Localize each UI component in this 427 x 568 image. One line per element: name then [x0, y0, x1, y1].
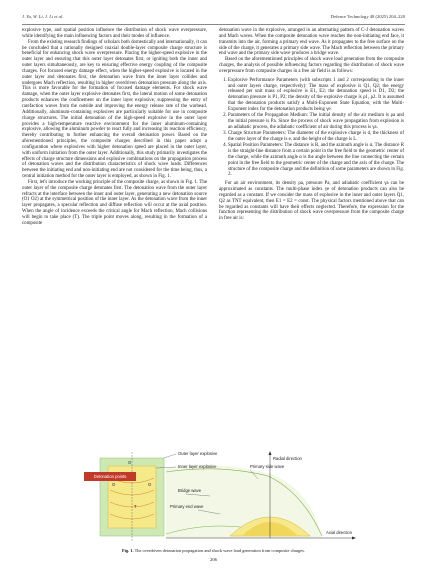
left-paragraph-3: First, let's introduce the working principle of the composite charge, as shown in Fig. 1. The outer layer of the composite charge detonates first. The detonation wave from the outer layer refracts at the interface between the inner and outer layer, generating a new detonation source (O1 O2) at the symmetrical position of the inner layer. As the detonation wave from the inner layer propagates, a specular reflection and diffuse reflection will occur at the axial position. When the angle of incidence exceeds the critical angle for Mach reflection, Mach collisions will begin to take place (T). The triple point moves along, resulting in the formation of a composite: [22, 179, 207, 226]
right-paragraph-3: For an air environment, its density ρa, pressure Pa, and adiabatic coefficient γa can be approximated as constants. The multi-phase index γe of detonation products can also be regarded as a constant. If we consider the mass of explosive in the inner and outer layers Q1, Q2 as TNT equivalent, then E1 = E2 = const. The physical factors mentioned above that can be regarded as constants will have their effects neglected. Therefore, the expression for the function representing the distribution of shock wave overpressure from the composite charge in free air is:: [219, 181, 404, 222]
leader-outer-layer: [164, 454, 176, 458]
left-paragraph-2: From the existing research findings of scholars both domestically and internationally, it can be concluded that a rationally designed coaxial double-layer composite charge structure is beneficial for enhancing shock wave overpressure. Placing the higher-speed explosive in the outer layer and ensuring that this outer layer detonates first, or igniting both the inner and outer layers simultaneously, are key to ensuring effective energy coupling of the composite charges. For focused energy damage effect, when the higher-speed explosive is located in the outer layer and detonates first, the detonation wave from the inner layer collides and undergoes Mach reflection, resulting in higher overdriven detonation pressure along the axis. This is more favorable for the formation of focused damage elements. For shock wave damage, when the outer layer explosive detonates first, the lateral motion of some detonation products enhances the confinement on the inner layer explosive, suppressing the entry of rarefaction waves from the outside and improving the energy release rate of the warhead. Additionally, aluminum-containing explosives are particularly suitable for use in composite charge structures. The initial detonation of the high-speed explosive in the outer layer provides a high-temperature reactive environment for the inner aluminum-containing explosive, allowing the aluminum powder to react fully and increasing its reaction efficiency, thereby contributing to further enhancing the overall detonation power. Based on the aforementioned principles, the composite charges described in this paper adopt a configuration where explosives with higher detonation speed are placed in the outer layer, with uniform initiation from the outer layer. Additionally, this study primarily investigates the effects of charge structure dimensions and explosive combinations on the propagation process of detonation waves and the distribution characteristics of shock wave loads. Differences between the initiating end and non-initiating end are not considered for the time being, thus, a central initiation method for the outer layer is employed, as shown in Fig. 1.: [22, 39, 207, 180]
header-authors: J. Yu, W. Li, J. Li et al.: [22, 14, 64, 19]
factor-list: [219, 78, 404, 179]
symbol-o: O: [128, 460, 132, 465]
primary-side-wave-label: Primary side wave: [250, 464, 285, 469]
radial-arrowhead: [269, 451, 272, 455]
header-rule: [22, 24, 405, 25]
factor-list-item: 3. Charge Structure Parameters: The diameter of the explosive charge is d, the thickness of the outer layer of the charge is e, and the height of the charge is L.: [228, 131, 404, 143]
factor-list-item: 1. Explosive Performance Parameters (with subscripts 1 and 2 corresponding to the inner and outer layers charge, respectively): The mass of explosive is Q1, Q2; the energy released per unit mass of explosive is E1, E2; the detonation speed is D1, D2; the detonation pressure is P1, P2; the density of the explosive charge is ρ1, ρ2. It is assumed that the detonation products satisfy a Multi-Exponent State Equation, with the Multi-Exponent index for the detonation products being γe.: [228, 78, 404, 113]
symbol-o2: O: [148, 482, 152, 487]
bridge-wave-label: Bridge wave: [178, 488, 202, 493]
radial-direction-label: Radial direction: [273, 456, 302, 461]
outer-layer-label: Outer layer explosive: [178, 451, 218, 456]
page-header: [22, 14, 405, 22]
page-number: 206: [210, 557, 217, 562]
figure-1-diagram: [70, 448, 370, 546]
detonation-points-label: Detonation points: [93, 474, 127, 479]
right-paragraph-1: detonation wave in the explosive, arranged in an alternating pattern of C-J detonation waves and Mach waves. When the composite detonation wave reaches the non-initiating end face, it transmits into the air, forming a primary end wave. As it propagates to the free surface on the side of the charge, it generates a primary side wave. The Mach reflection between the primary end wave and the primary side wave produces a bridge wave.: [219, 28, 404, 57]
primary-end-wave-label: Primary end wave: [170, 504, 204, 509]
figure-caption: [22, 548, 405, 553]
header-journal: Defence Technology 48 (2025) 204–220: [330, 14, 405, 19]
factor-list-item: 2. Parameters of the Propagation Medium: The initial density of the air medium is ρa and the initial pressure is Pa. Since the process of shock wave propagation from explosion is an adiabatic process, the adiabatic coefficient of air during this process is γa.: [228, 113, 404, 131]
right-column: [219, 28, 404, 446]
right-paragraph-2: Based on the aforementioned principles of shock wave load generation from the composite charges, the analysis of possible influencing factors regarding the distribution of shock wave overpressure from composite charges in a free air field is as follows:: [219, 57, 404, 74]
symbol-t: T: [134, 504, 137, 509]
factor-list-item: 4. Spatial Position Parameters: The distance is R, and the azimuth angle is α. The distance R is the straight-line distance from a certain point in the free field to the geometric center of the charge, while the azimuth angle α is the angle between the line connecting the certain point in the free field to the geometric center of the charge and the axis of the charge. The structure of the composite charge and the definition of some parameters are shown in Fig. 2.: [228, 143, 404, 178]
left-paragraph-1: explosive type, and spatial position influence the distribution of shock wave overpressure, while identifying the main influencing factors and their modes of influence.: [22, 28, 207, 39]
axial-arrowhead: [352, 537, 356, 540]
symbol-o1: O: [112, 482, 116, 487]
axial-direction-label: Axial direction: [326, 530, 353, 535]
figure-caption-label: Fig. 1.: [122, 548, 134, 553]
figure-caption-text: The overdriven detonation propagation and shock wave load generation from composite charges.: [134, 548, 305, 553]
inner-layer-label: Inner layer explosive: [178, 464, 217, 469]
left-column: [22, 28, 207, 446]
